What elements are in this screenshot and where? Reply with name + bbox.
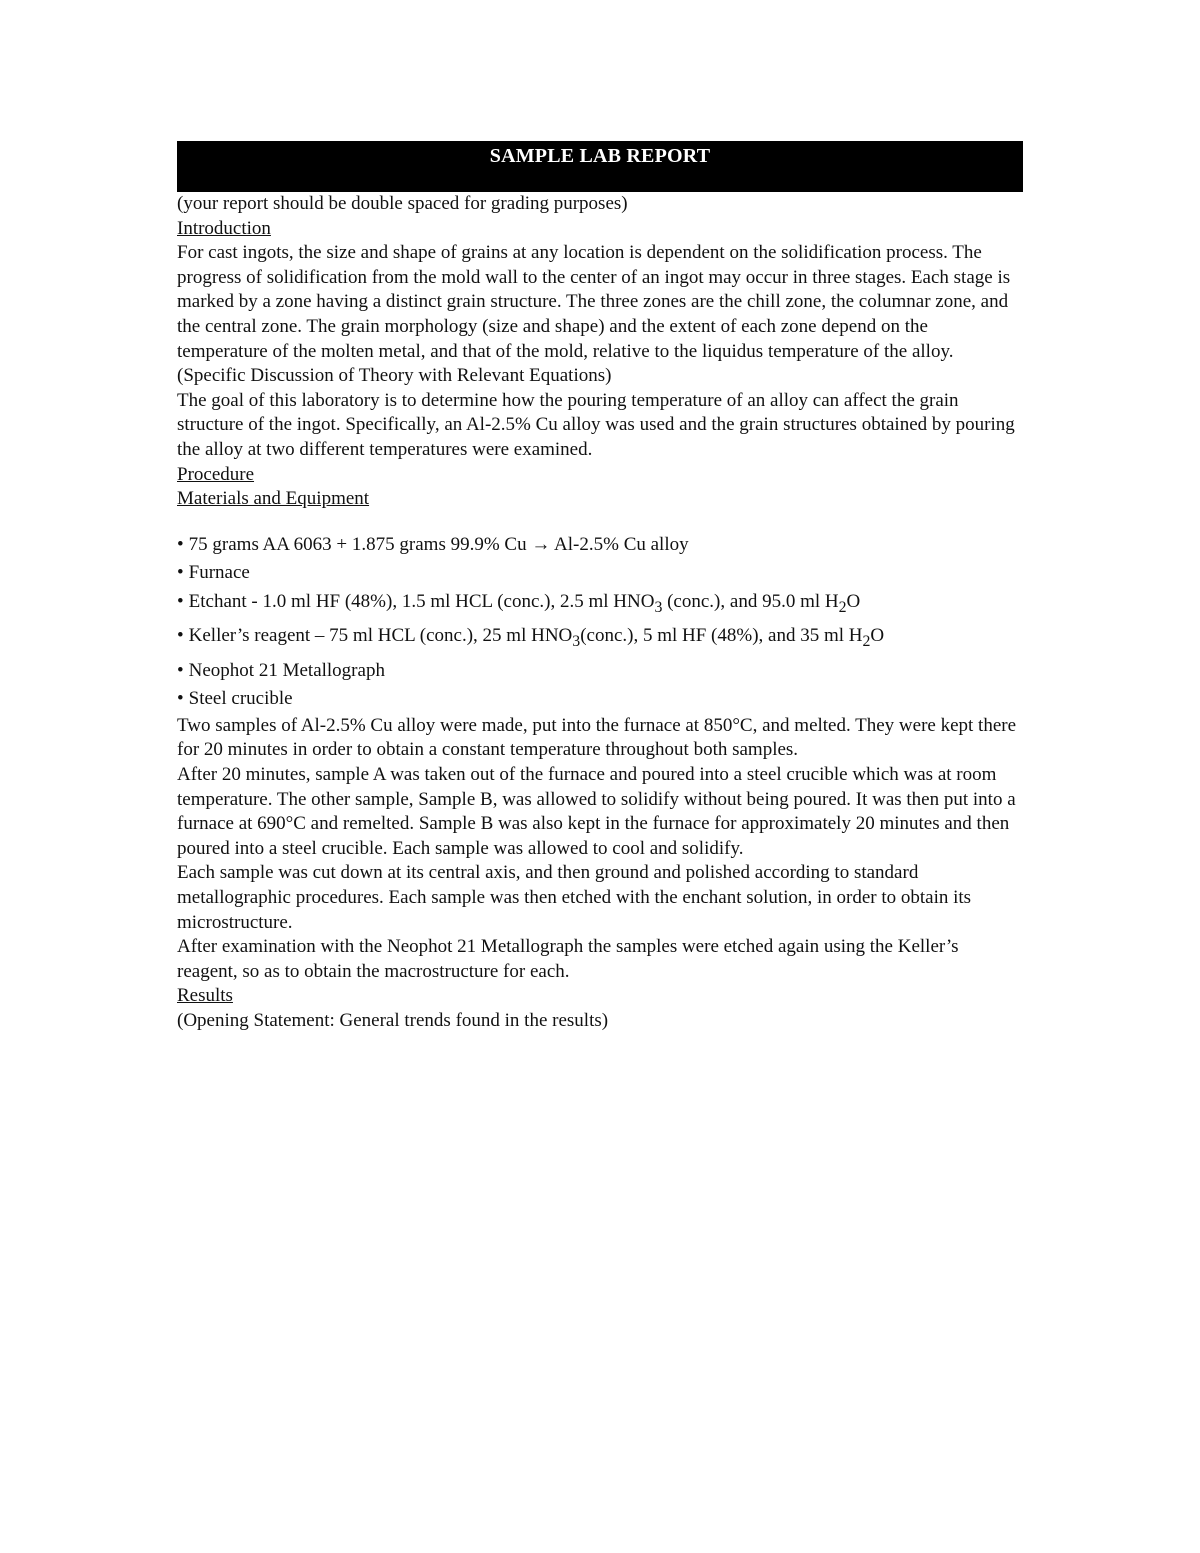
title-banner xyxy=(177,141,1023,192)
materials-list xyxy=(177,531,1023,714)
bullet-icon: • xyxy=(177,688,184,710)
introduction-paragraph-1: For cast ingots, the size and shape of grains at any location is dependent on the solidification process. The progress of solidification from the mold wall to the center of an ingot may occur in three stages. Each stage is marked by a zone having a distinct grain structure. The three zones are the chill zone, the columnar zone, and the central zone. The grain morphology (size and shape) and the extent of each zone depend on the temperature of the molten metal, and that of the mold, relative to the liquidus temperature of the alloy. xyxy=(177,242,1011,362)
bullet-icon: • xyxy=(177,659,184,681)
procedure-heading: Procedure xyxy=(177,463,255,485)
report-body xyxy=(177,192,1023,1034)
list-item: • Steel crucible xyxy=(177,688,293,710)
list-item: • Furnace xyxy=(177,562,250,584)
list-item: • Keller’s reagent – 75 ml HCL (conc.), 25 ml $HNO_3(conc.)$, 5 ml HF (48%), and 35 ml $H_2O$ xyxy=(177,625,885,651)
list-item: • Etchant - 1.0 ml HF (48%), 1.5 ml HCL (conc.), 2.5 ml $HNO_3$ (conc.), and 95.0 ml $H_2O$ xyxy=(177,590,861,616)
results-placeholder: (Opening Statement: General trends found in the results) xyxy=(177,1010,609,1031)
bullet-icon: • xyxy=(177,590,184,612)
theory-placeholder: (Specific Discussion of Theory with Relevant Equations) xyxy=(177,365,612,387)
list-item: • 75 grams AA 6063 + 1.875 grams 99.9% Cu → Al-2.5% Cu alloy xyxy=(177,533,689,555)
list-item: • Neophot 21 Metallograph xyxy=(177,659,385,681)
procedure-paragraph-2: After 20 minutes, sample A was taken out of the furnace and poured into a steel crucible which was at room temperature. The other sample, Sample B, was allowed to solidify without being poured. It was then put into a furnace at 690°C and remelted. Sample B was also kept in the furnace for approximately 20 minutes and then poured into a steel crucible. Each sample was allowed to cool and solidify. xyxy=(177,764,1016,859)
introduction-heading: Introduction xyxy=(177,217,271,239)
introduction-paragraph-2: The goal of this laboratory is to determine how the pouring temperature of an alloy can affect the grain structure of the ingot. Specifically, an Al-2.5% Cu alloy was used and the grain structures obtained by pouring the alloy at two different temperatures were examined. xyxy=(177,389,1015,460)
procedure-paragraph-4: After examination with the Neophot 21 Metallograph the samples were etched again using the Keller’s reagent, so as to obtain the macrostructure for each. xyxy=(177,936,959,982)
materials-heading: Materials and Equipment xyxy=(177,488,370,510)
bullet-icon: • xyxy=(177,625,184,647)
report-title: SAMPLE LAB REPORT xyxy=(489,145,711,167)
bullet-icon: • xyxy=(177,562,184,584)
bullet-icon: • xyxy=(177,533,184,555)
spacing-note: (your report should be double spaced for grading purposes) xyxy=(177,193,628,214)
report-page xyxy=(177,141,1023,1034)
procedure-paragraph-1: Two samples of Al-2.5% Cu alloy were made, put into the furnace at 850°C, and melted. They were kept there for 20 minutes in order to obtain a constant temperature throughout both samples. xyxy=(177,714,1017,761)
results-heading: Results xyxy=(177,985,233,1007)
procedure-paragraph-3: Each sample was cut down at its central axis, and then ground and polished according to standard metallographic procedures. Each sample was then etched with the enchant solution, in order to obtain its microstructure. xyxy=(177,862,972,933)
